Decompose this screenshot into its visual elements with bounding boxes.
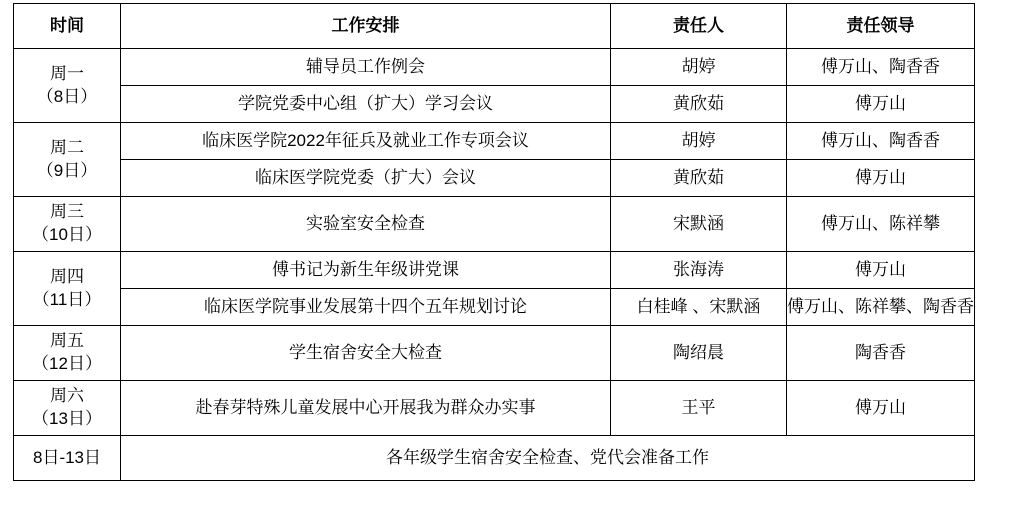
work-cell: 临床医学院事业发展第十四个五年规划讨论 bbox=[121, 289, 611, 326]
work-cell: 学生宿舍安全大检查 bbox=[121, 326, 611, 381]
table-row bbox=[14, 197, 975, 252]
work-cell: 赴春芽特殊儿童发展中心开展我为群众办实事 bbox=[121, 381, 611, 436]
header-leader: 责任领导 bbox=[787, 4, 975, 49]
work-cell: 辅导员工作例会 bbox=[121, 49, 611, 86]
person-cell: 王平 bbox=[611, 381, 787, 436]
table-row bbox=[14, 49, 975, 86]
person-cell: 白桂峰 、宋默涵 bbox=[611, 289, 787, 326]
leader-cell: 傅万山 bbox=[787, 86, 975, 123]
person-cell: 宋默涵 bbox=[611, 197, 787, 252]
work-cell: 临床医学院2022年征兵及就业工作专项会议 bbox=[121, 123, 611, 160]
date-label: （12日） bbox=[32, 354, 102, 373]
date-label: （11日） bbox=[32, 289, 102, 309]
header-time: 时间 bbox=[14, 4, 121, 49]
person-cell: 张海涛 bbox=[611, 252, 787, 289]
leader-cell: 傅万山、陶香香 bbox=[787, 49, 975, 86]
table-row bbox=[14, 381, 975, 436]
day-label: 周二 bbox=[50, 137, 84, 157]
table-body bbox=[14, 49, 975, 481]
day-label: 周四 bbox=[50, 266, 84, 286]
table-row bbox=[14, 86, 975, 123]
leader-cell: 傅万山、陈祥攀、陶香香 bbox=[787, 289, 975, 326]
date-label: （13日） bbox=[32, 409, 102, 428]
date-label: （8日） bbox=[36, 86, 98, 106]
leader-cell: 傅万山、陶香香 bbox=[787, 123, 975, 160]
header-row bbox=[14, 4, 975, 49]
day-label: 周三 bbox=[50, 202, 84, 222]
leader-cell: 陶香香 bbox=[787, 326, 975, 381]
leader-cell: 傅万山 bbox=[787, 252, 975, 289]
day-cell-monday bbox=[14, 49, 121, 123]
footer-text-cell: 各年级学生宿舍安全检查、党代会准备工作 bbox=[121, 436, 975, 481]
day-cell-wednesday bbox=[14, 197, 121, 252]
day-cell-thursday bbox=[14, 252, 121, 326]
work-cell: 实验室安全检查 bbox=[121, 197, 611, 252]
table-header bbox=[14, 4, 975, 49]
table-row bbox=[14, 160, 975, 197]
work-cell: 临床医学院党委（扩大）会议 bbox=[121, 160, 611, 197]
day-label: 周五 bbox=[50, 331, 84, 351]
day-cell-saturday bbox=[14, 381, 121, 436]
person-cell: 胡婷 bbox=[611, 123, 787, 160]
work-cell: 学院党委中心组（扩大）学习会议 bbox=[121, 86, 611, 123]
leader-cell: 傅万山 bbox=[787, 160, 975, 197]
leader-cell: 傅万山、陈祥攀 bbox=[787, 197, 975, 252]
header-person: 责任人 bbox=[611, 4, 787, 49]
header-work: 工作安排 bbox=[121, 4, 611, 49]
day-cell-tuesday bbox=[14, 123, 121, 197]
person-cell: 黄欣茹 bbox=[611, 160, 787, 197]
day-cell-friday bbox=[14, 326, 121, 381]
table-row bbox=[14, 326, 975, 381]
person-cell: 胡婷 bbox=[611, 49, 787, 86]
footer-time-cell: 8日-13日 bbox=[14, 436, 121, 481]
day-label: 周一 bbox=[50, 63, 84, 83]
person-cell: 黄欣茹 bbox=[611, 86, 787, 123]
weekly-schedule-table bbox=[13, 3, 975, 481]
schedule-document bbox=[0, 3, 1031, 508]
person-cell: 陶绍晨 bbox=[611, 326, 787, 381]
table-row bbox=[14, 123, 975, 160]
leader-cell: 傅万山 bbox=[787, 381, 975, 436]
table-row bbox=[14, 289, 975, 326]
date-label: （9日） bbox=[36, 160, 98, 180]
table-row bbox=[14, 252, 975, 289]
date-label: （10日） bbox=[32, 225, 102, 244]
table-row-footer bbox=[14, 436, 975, 481]
work-cell: 傅书记为新生年级讲党课 bbox=[121, 252, 611, 289]
day-label: 周六 bbox=[50, 386, 84, 406]
